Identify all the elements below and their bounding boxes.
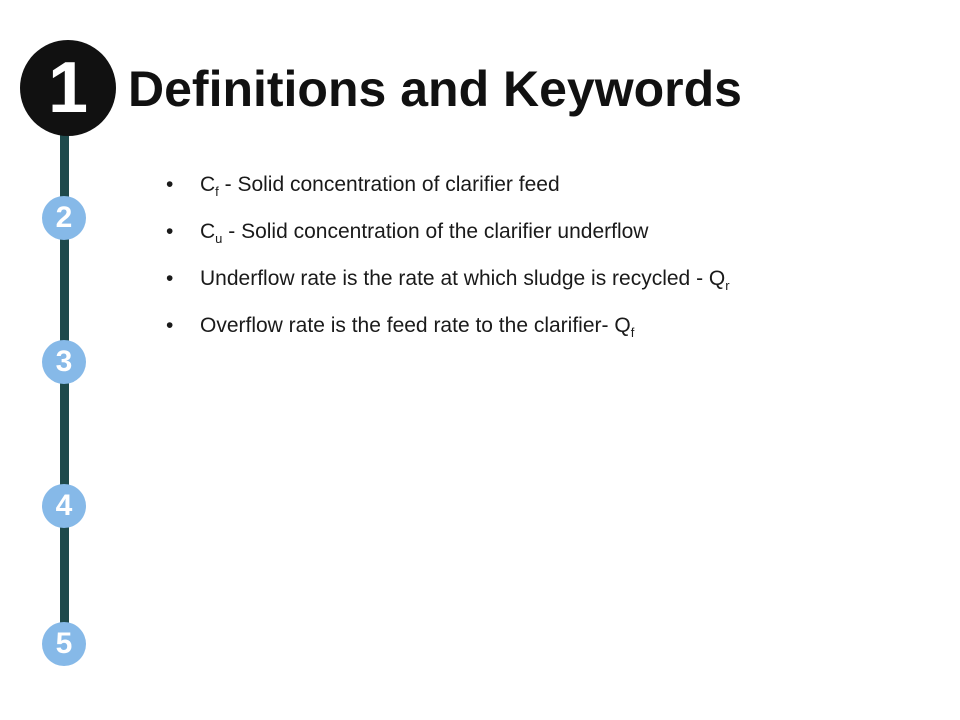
bullet-dot: •: [166, 173, 174, 196]
term-subscript: f: [630, 325, 635, 340]
term-symbol: C: [200, 220, 216, 243]
bullet-dot: •: [166, 314, 174, 337]
bullet-dot: •: [166, 220, 174, 243]
definition-text: Overflow rate is the feed rate to the clarifier- Q: [200, 314, 631, 337]
definition-text: - Solid concentration of clarifier feed: [218, 173, 560, 196]
list-item: [160, 266, 920, 292]
definition-text: Underflow rate is the rate at which sludge is recycled - Q: [200, 267, 726, 290]
step-1-active-marker[interactable]: 1: [20, 40, 116, 136]
list-item: [160, 172, 920, 198]
term-subscript: u: [215, 231, 223, 246]
term-subscript: r: [725, 278, 730, 293]
definition-text: - Solid concentration of the clarifier underflow: [222, 220, 649, 243]
step-4-marker[interactable]: 4: [42, 484, 86, 528]
list-item: [160, 313, 920, 339]
step-3-marker[interactable]: 3: [42, 340, 86, 384]
bullet-dot: •: [166, 267, 174, 290]
list-item: [160, 219, 920, 245]
term-subscript: f: [215, 184, 219, 199]
step-5-marker[interactable]: 5: [42, 622, 86, 666]
definition-list: [160, 172, 920, 360]
term-symbol: C: [200, 173, 216, 196]
step-2-marker[interactable]: 2: [42, 196, 86, 240]
page-title: Definitions and Keywords: [128, 61, 742, 117]
